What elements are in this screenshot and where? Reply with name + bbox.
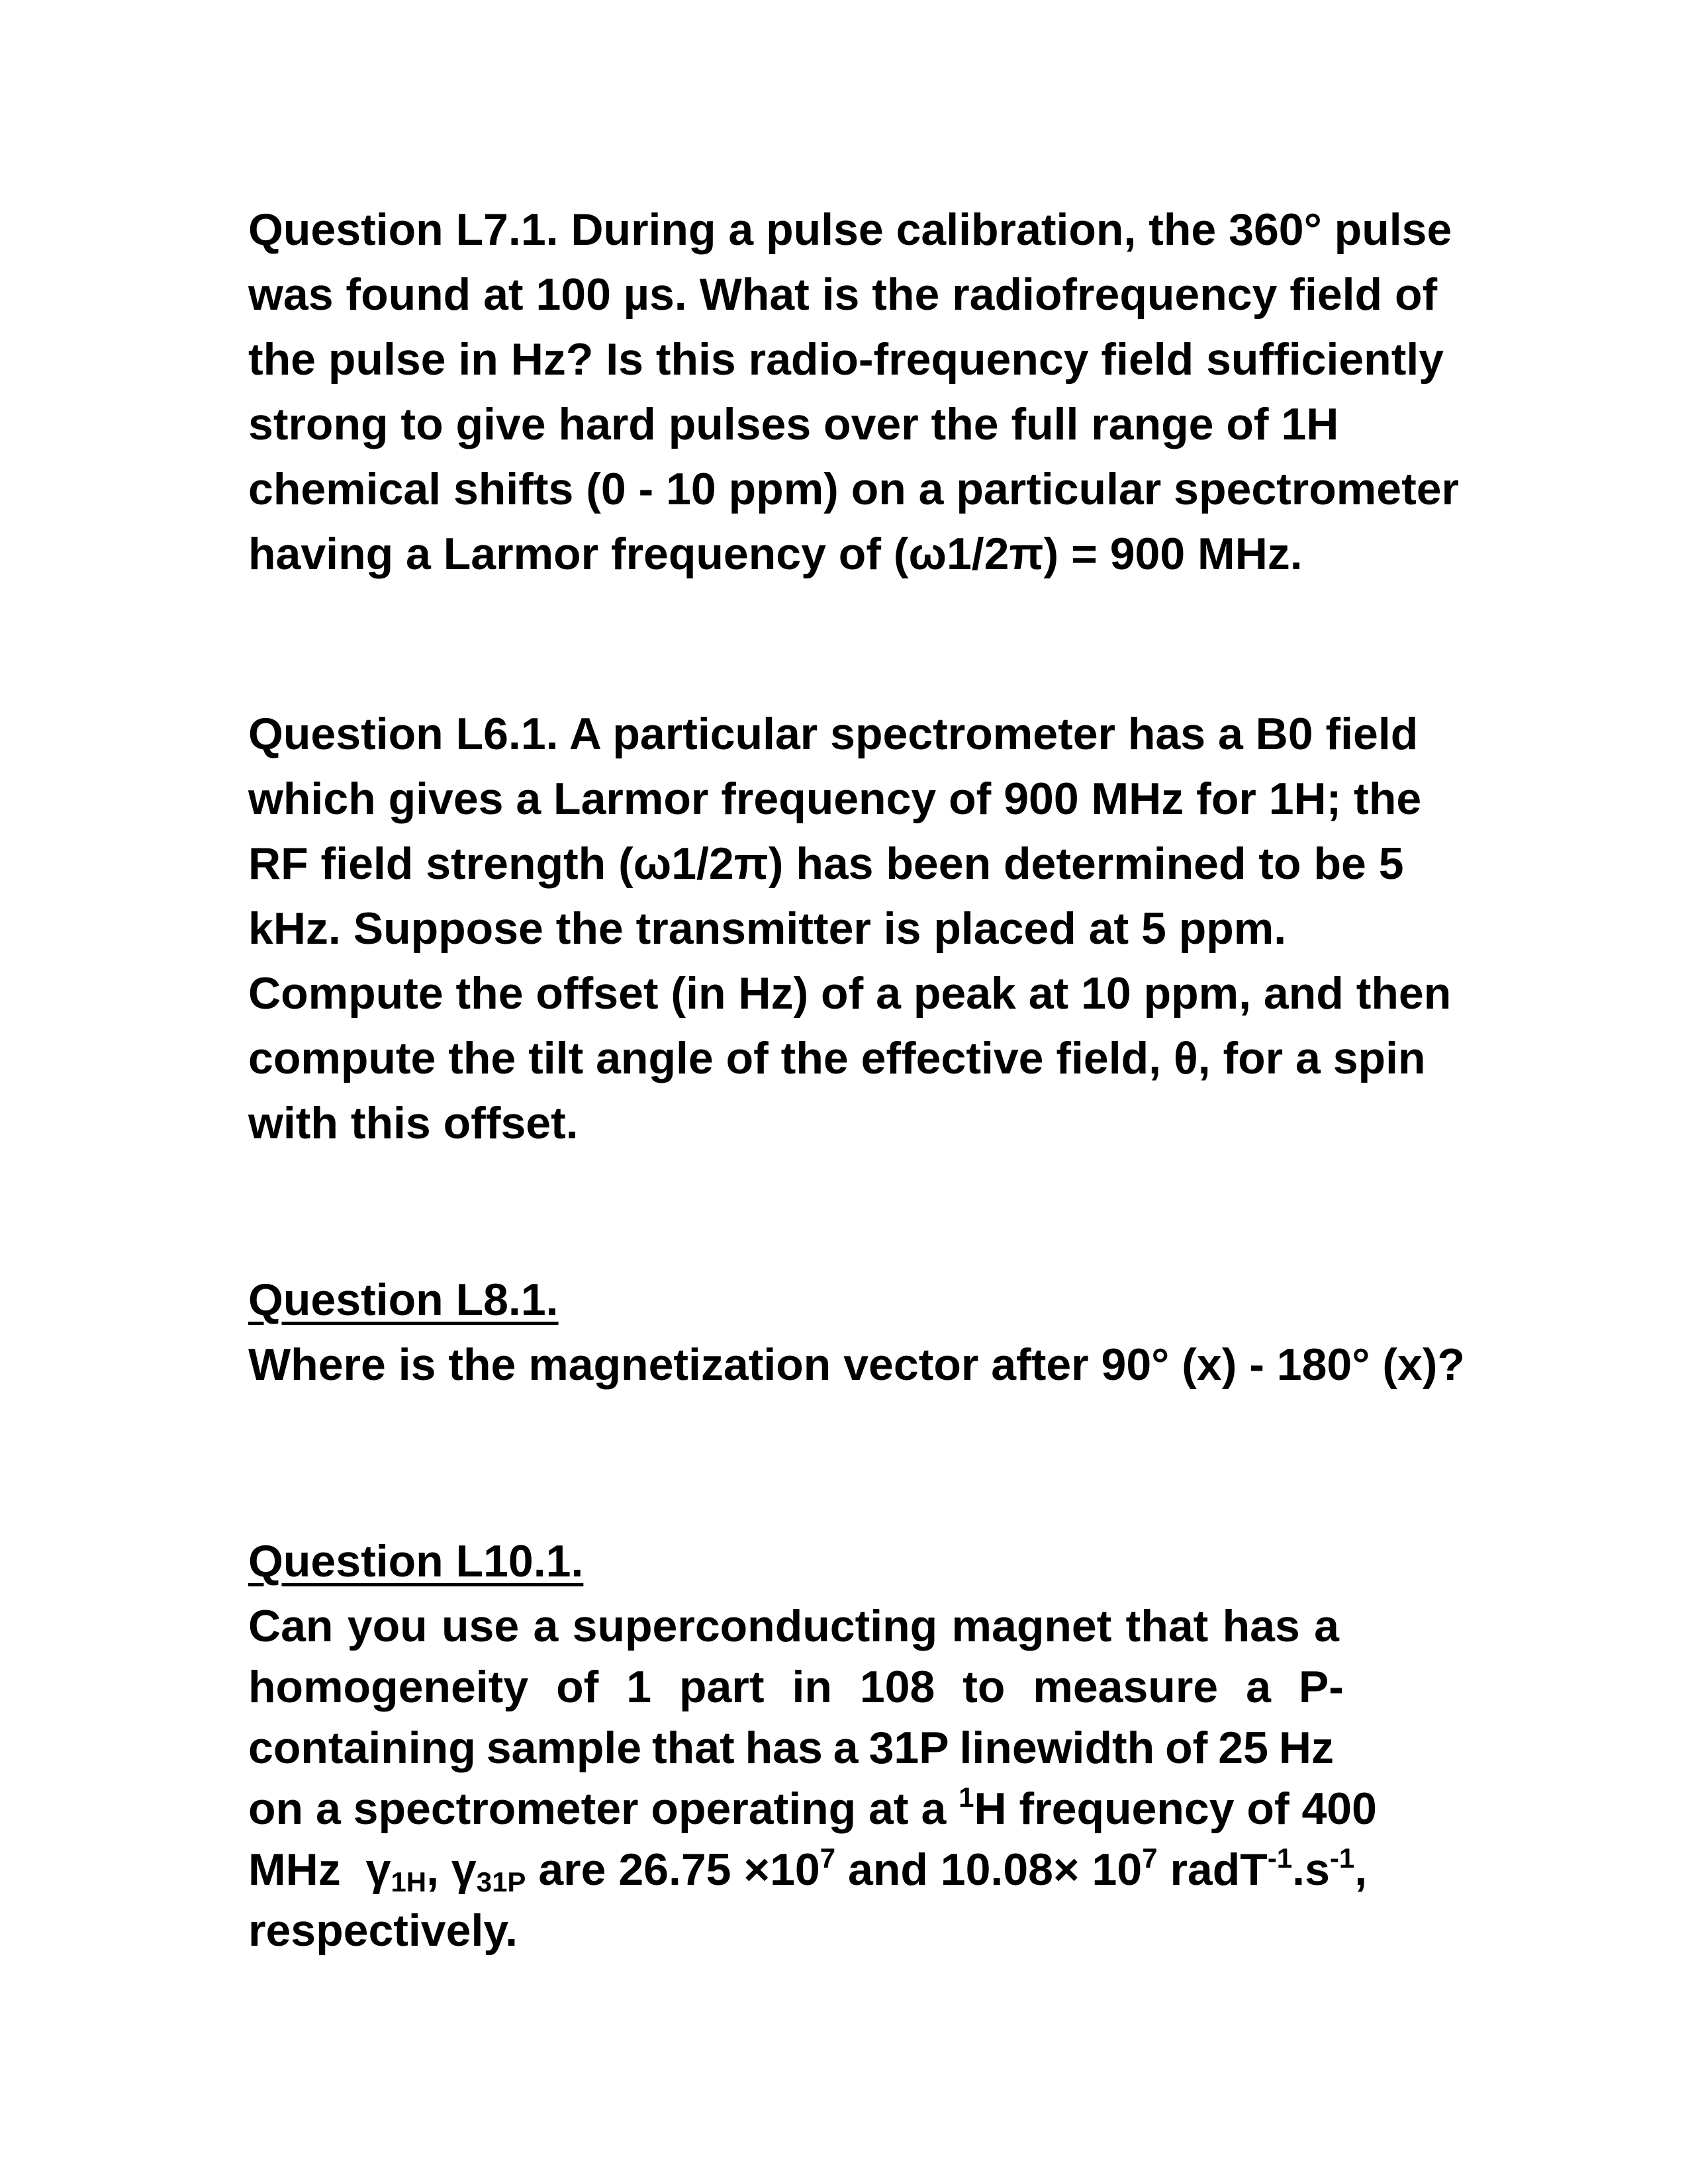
text-run: are 26.75 ×10 — [526, 1844, 820, 1895]
question-line: kHz. Suppose the transmitter is placed at 5 ppm. — [248, 903, 1287, 954]
word: P- — [1298, 1662, 1344, 1712]
question-line: Question L6.1. A particular spectrometer has a B0 field — [248, 709, 1419, 759]
question-l8-1 — [248, 1267, 1465, 1397]
text-run: and 10.08× 10 — [835, 1844, 1143, 1895]
text-run: on a spectrometer operating at a — [248, 1784, 959, 1834]
word: 31P — [868, 1723, 949, 1773]
question-line: strong to give hard pulses over the full range of 1H — [248, 399, 1339, 449]
word: Can — [248, 1601, 334, 1651]
question-heading: Question L10.1. — [248, 1536, 584, 1586]
word: 108 — [859, 1662, 935, 1712]
word: part — [679, 1662, 765, 1712]
word: a — [1314, 1601, 1339, 1651]
word: use — [442, 1601, 520, 1651]
question-line: Question L7.1. During a pulse calibration, the 360° pulse — [248, 205, 1452, 255]
question-line — [248, 1776, 1453, 1841]
word: has — [745, 1723, 823, 1773]
question-line: having a Larmor frequency of (ω1/2π) = 900 MHz. — [248, 529, 1303, 579]
word: Hz — [1278, 1723, 1334, 1773]
question-l6-1 — [248, 702, 1453, 1156]
question-line: chemical shifts (0 - 10 ppm) on a particular spectrometer — [248, 464, 1459, 514]
gamma-symbol: γ — [451, 1844, 477, 1895]
word: containing — [248, 1723, 476, 1773]
text-run: . — [1292, 1844, 1305, 1895]
word: measure — [1033, 1662, 1219, 1712]
word: superconducting — [572, 1601, 938, 1651]
text-run: , — [1354, 1844, 1368, 1895]
word: of — [556, 1662, 599, 1712]
question-line: with this offset. — [248, 1098, 579, 1148]
subscript: 1H — [391, 1866, 427, 1897]
justified-line-1 — [248, 1594, 1339, 1659]
superscript: -1 — [1329, 1843, 1355, 1874]
word: sample — [486, 1723, 642, 1773]
question-line: Compute the offset (in Hz) of a peak at 10 ppm, and then — [248, 968, 1452, 1019]
word: to — [962, 1662, 1006, 1712]
word: a — [1246, 1662, 1271, 1712]
text-run: , — [426, 1844, 451, 1895]
word: that — [1125, 1601, 1209, 1651]
superscript: -1 — [1267, 1843, 1293, 1874]
question-line — [248, 1837, 1453, 1902]
justified-line-3 — [248, 1715, 1334, 1780]
superscript: 7 — [1142, 1843, 1158, 1874]
word: has — [1222, 1601, 1300, 1651]
word: 1 — [626, 1662, 652, 1712]
question-l7-1 — [248, 197, 1459, 586]
word: 25 — [1218, 1723, 1268, 1773]
question-line: RF field strength (ω1/2π) has been determined to be 5 — [248, 839, 1404, 889]
subscript: 31P — [476, 1866, 526, 1897]
word: a — [833, 1723, 859, 1773]
question-line: was found at 100 µs. What is the radiofrequency field of — [248, 269, 1438, 320]
question-line: respectively. — [248, 1905, 518, 1956]
question-line: the pulse in Hz? Is this radio-frequency field sufficiently — [248, 334, 1444, 385]
word: homogeneity — [248, 1662, 529, 1712]
question-l10-1 — [248, 1529, 1453, 1963]
word: that — [652, 1723, 735, 1773]
justified-line-2 — [248, 1655, 1344, 1719]
word: linewidth — [959, 1723, 1155, 1773]
superscript: 1 — [959, 1782, 974, 1813]
text-run: s — [1305, 1844, 1330, 1895]
question-line: which gives a Larmor frequency of 900 MHz for 1H; the — [248, 774, 1422, 824]
question-heading: Question L8.1. — [248, 1275, 559, 1325]
text-run: MHz — [248, 1844, 341, 1895]
word: of — [1165, 1723, 1208, 1773]
gamma-symbol: γ — [365, 1844, 391, 1895]
text-run: H frequency of 400 — [974, 1784, 1377, 1834]
word: a — [533, 1601, 559, 1651]
question-text: Where is the magnetization vector after 90° (x) - 180° (x)? — [248, 1340, 1465, 1390]
word: magnet — [951, 1601, 1112, 1651]
word: in — [792, 1662, 832, 1712]
superscript: 7 — [820, 1843, 836, 1874]
text-run: radT — [1157, 1844, 1268, 1895]
word: you — [347, 1601, 428, 1651]
question-line: compute the tilt angle of the effective field, θ, for a spin — [248, 1033, 1426, 1083]
